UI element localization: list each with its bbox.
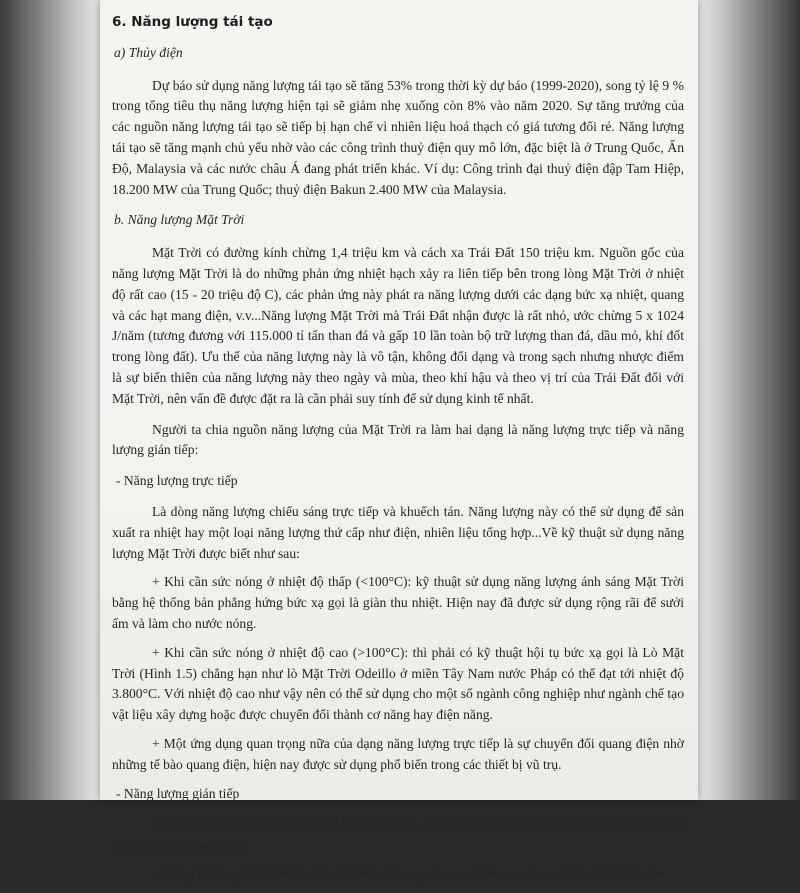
solar-paragraph-2: Người ta chia nguồn năng lượng của Mặt Trời ra làm hai dạng là năng lượng trực tiếp và năng lượng gián tiếp: [112, 421, 684, 458]
book-right-edge [698, 0, 800, 800]
solar-paragraph-1: Mặt Trời có đường kính chừng 1,4 triệu km và cách xa Trái Đất 150 triệu km. Nguồn gốc của năng lượng Mặt Trời là do những phản ứng nhiệt hạch xảy ra liên tiếp bên trong lòng Mặt Trời ở nhiệt độ rất cao (15 - 20 triệu độ C), các phản ứng này phát ra năng lượng dưới các dạng bức xạ nhiệt, quang và các hạt mang điện, v.v...Năng lượng Mặt Trời mà Trái Đất nhận được là rất nhỏ, ước chừng 5 x 1024 J/năm (tương đương với 115.000 tỉ tấn than đá và gấp 10 lần toàn bộ trữ lượng than đá, dầu mỏ, khí đốt trong lòng đất). Ưu thế của năng lượng này là vô tận, không đổi dạng và trong sạch nhưng nhược điểm là sự biến thiên của năng lượng này theo ngày và mùa, theo khí hậu và theo vị trí của Trái Đất đối với Mặt Trời, nên vấn đề được đặt ra là cần phải suy tính để sử dụng kinh tế nhất. [112, 245, 684, 406]
photovoltaic-item: + Một ứng dụng quan trọng nữa của dạng năng lượng trực tiếp là sự chuyển đổi quang điện nhờ những tế bào quang điện, hiện nay được sử dụng phổ biến trong các thiết bị vũ trụ. [112, 735, 684, 772]
wind-energy-text: Người Ai Cập đã biết sử dụng cối xay gió trong nông nghiệp từ 3.000 năm [254, 865, 664, 881]
section-heading: 6. Năng lượng tái tạo [112, 14, 273, 30]
wind-energy-item [112, 864, 684, 885]
subsection-solar-heading: b. Năng lượng Mặt Trời [114, 212, 245, 228]
low-temp-item: + Khi cần sức nóng ở nhiệt độ thấp (<100°C): kỹ thuật sử dụng năng lượng ánh sáng Mặt Trời bằng hệ thống bản phẳng hứng bức xạ gọi là giàn thu nhiệt. Hiện nay đã được sử dụng rộng rãi để sưởi ấm và làm cho nước nóng. [112, 574, 684, 631]
subsection-hydropower-heading: a) Thủy điện [114, 44, 183, 60]
direct-energy-label: - Năng lượng trực tiếp [116, 473, 238, 489]
wind-energy-label: + Năng lượng gió: [152, 865, 255, 881]
indirect-energy-paragraph: Năng lượng gián tiếp của bức xạ Mặt Trời là gió, sóng biển, thủy triều và chuyển đổi năng lượng sinh học (bioconversion). [112, 816, 684, 853]
book-left-edge [0, 0, 100, 800]
hydropower-paragraph: Dự báo sử dụng năng lượng tái tạo sẽ tăng 53% trong thời kỳ dự báo (1999-2020), song tỷ lệ 9 % trong tổng tiêu thụ năng lượng hiện tại sẽ giảm nhẹ xuống còn 8% vào năm 2020. Sự tăng trưởng của các nguồn năng lượng tái tạo sẽ tiếp bị hạn chế vì nhiên liệu hoá thạch có giá tương đối rẻ. Năng lượng tái tạo sẽ tăng mạnh chủ yếu nhờ vào các công trình thuỷ điện quy mô lớn, đặc biệt là ở Trung Quốc, Ấn Độ, Malaysia và các nước châu Á đang phát triển khác. Ví dụ: Công trình đại thuỷ điện đập Tam Hiệp, 18.200 MW của Trung Quốc; thuỷ điện Bakun 2.400 MW của Malaysia. [112, 77, 684, 197]
page-content [112, 10, 684, 893]
indirect-energy-label: - Năng lượng gián tiếp [116, 785, 240, 801]
high-temp-item: + Khi cần sức nóng ở nhiệt độ cao (>100°C): thì phải có kỹ thuật hội tụ bức xạ gọi là Lò Mặt Trời (Hình 1.5) chẳng hạn như lò Mặt Trời Odeillo ở miền Tây Nam nước Pháp có thể đạt tới nhiệt độ 3.800°C. Với nhiệt độ cao như vậy nên có thể sử dụng cho một số ngành công nghiệp như ngành chế tạo vật liệu xây dựng hoặc được chuyển đổi thành cơ năng hay điện năng. [112, 644, 684, 723]
book-page [100, 0, 698, 881]
direct-energy-paragraph: Là dòng năng lượng chiếu sáng trực tiếp và khuếch tán. Năng lượng này có thể sử dụng để sản xuất ra nhiệt hay một loại năng lượng thứ cấp như điện, nhiên liệu tổng hợp...Về kỹ thuật sử dụng năng lượng Mặt Trời được biết như sau: [112, 503, 684, 561]
